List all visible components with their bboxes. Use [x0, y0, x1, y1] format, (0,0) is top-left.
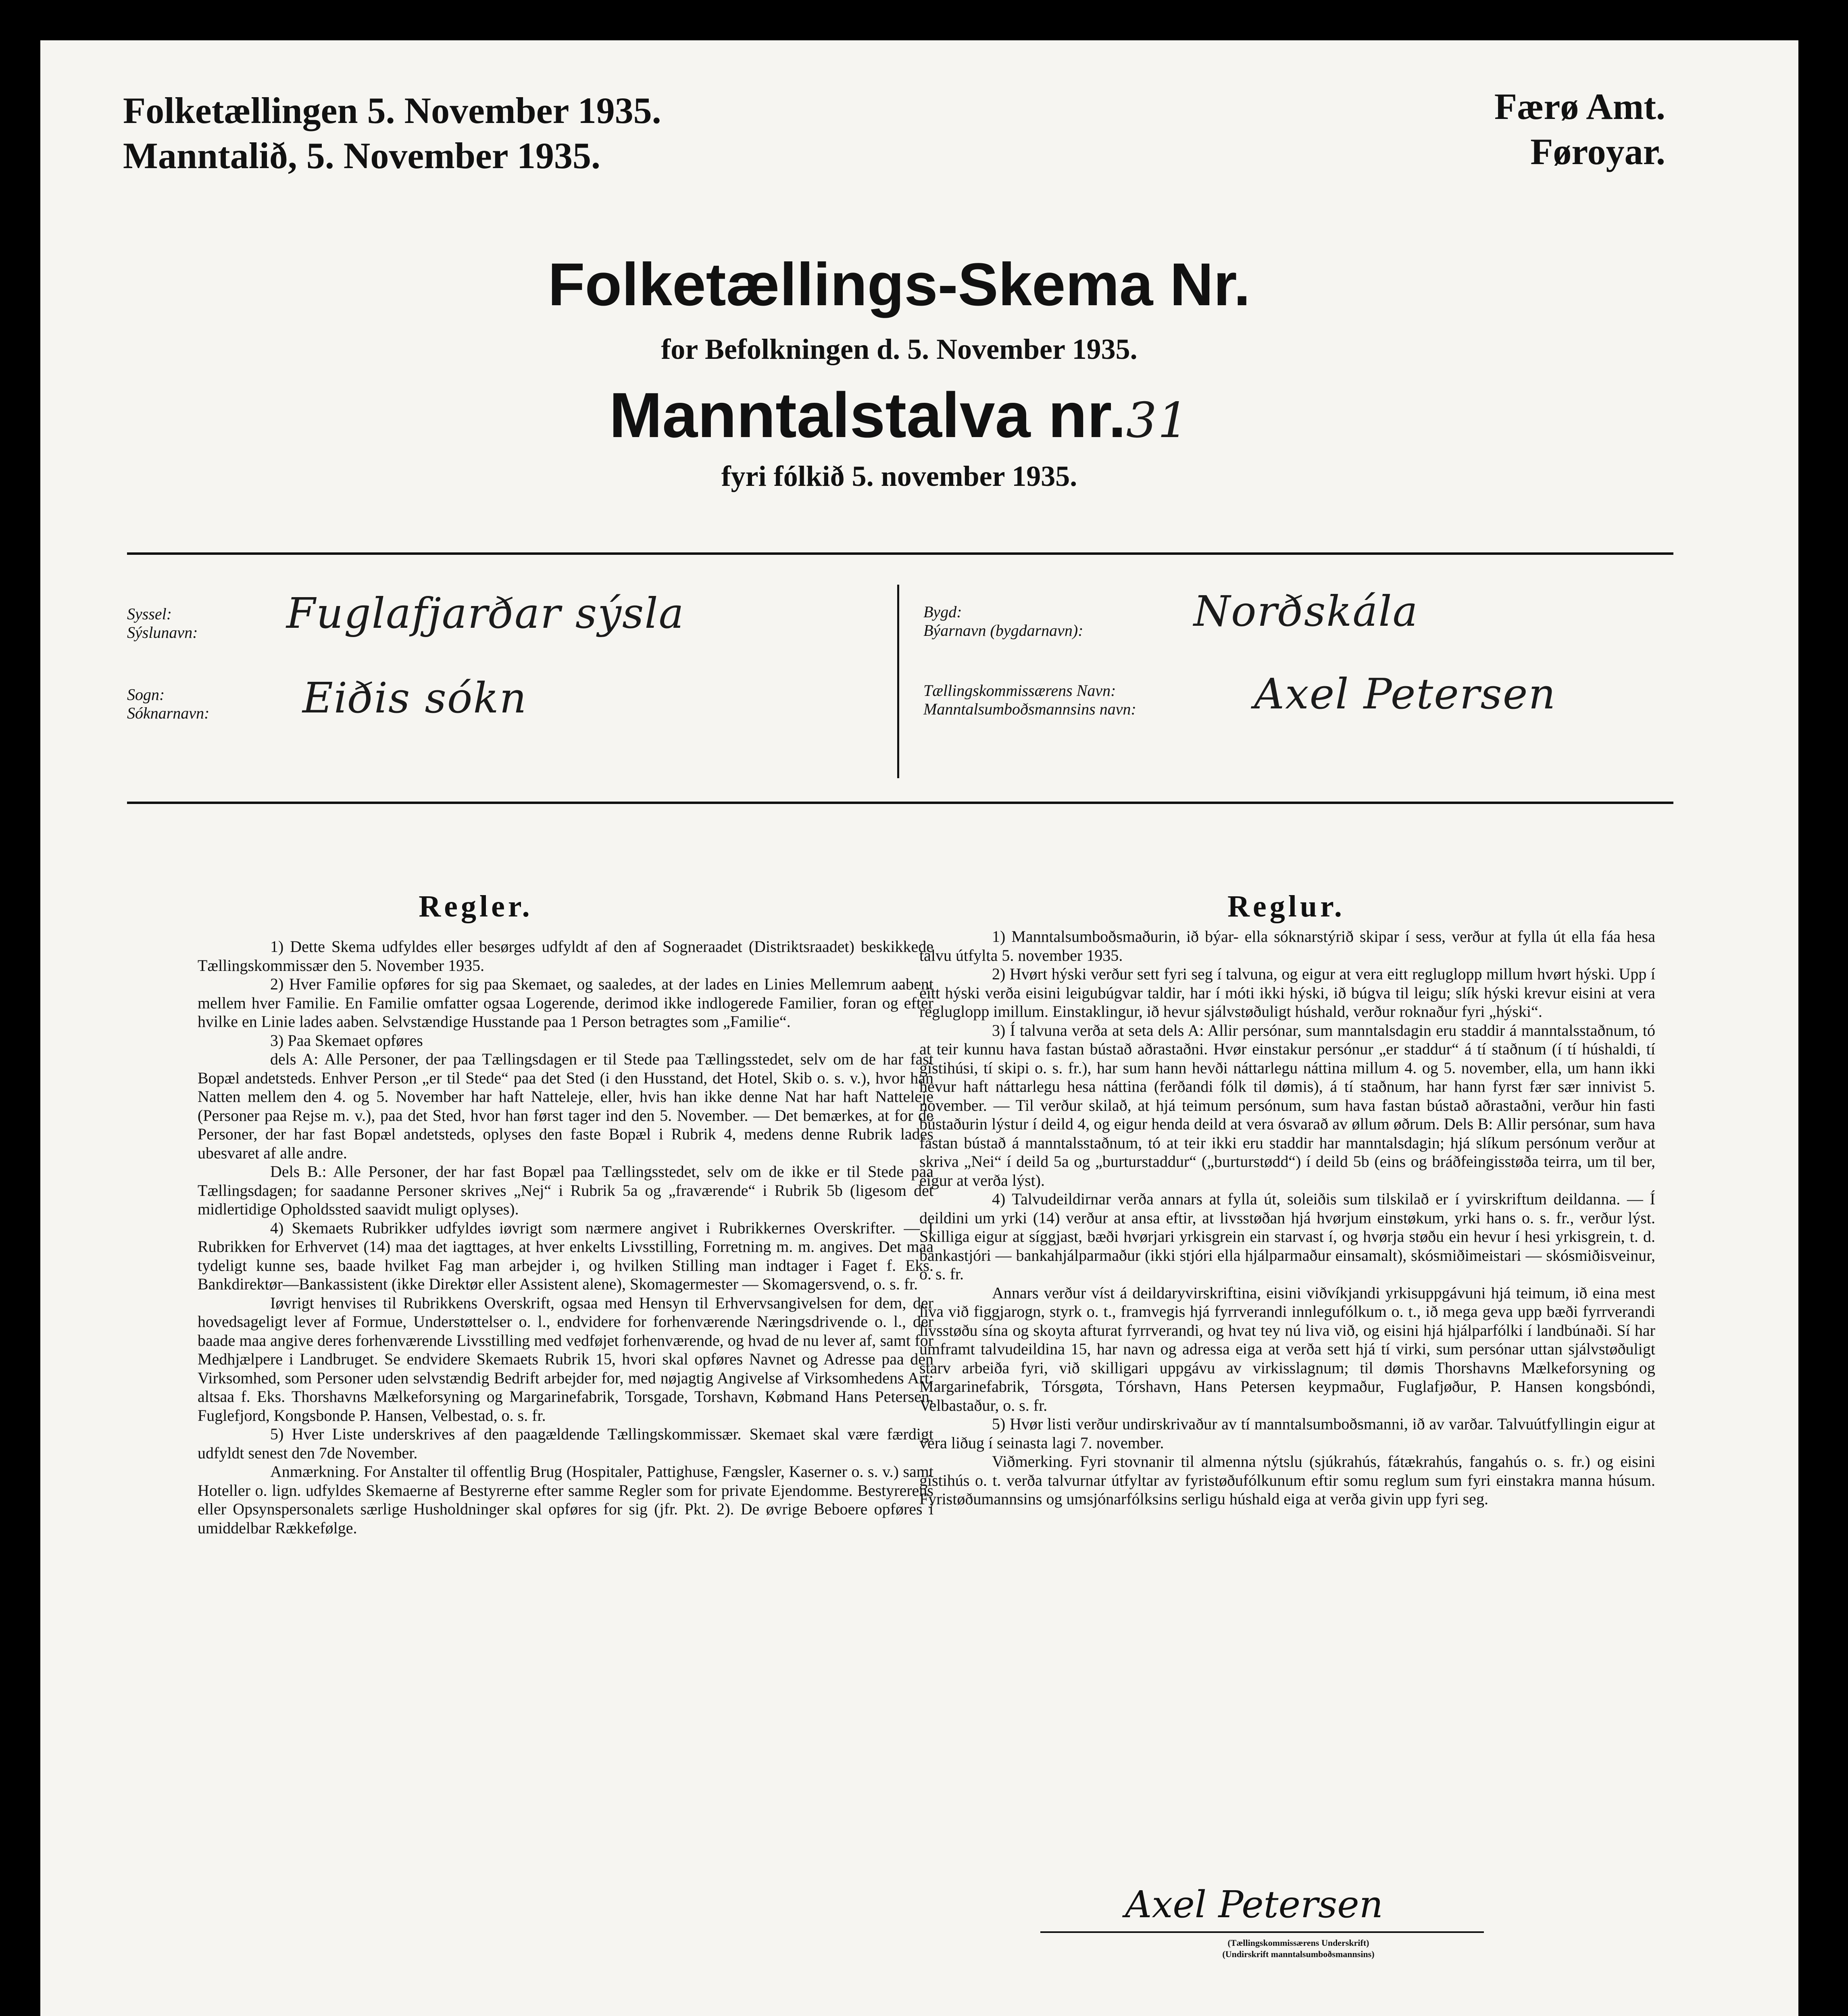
reglur-p4b: Annars verður víst á deildaryvirskriftina, eisini viðvíkjandi yrkisuppgávuni hjá teimum, ið eina mest liva við figgjarogn, styrk o. t., framvegis hjá fyrrverandi innlegufólkum o. t., ið mega geva upp bæði fyrrverandi lívsstøðu sína og skoyta afturat fyrrverandi, og hvat tey nú liva við, og eisini hjá hjálparfólki í landbúnaði. Sí har umframt talvudeildina 15, har navn og adressa eiga at verða sett hjá tí virki, sum persónar uttan sjálvstøðuligt starv arbeiða fyri, við skilligari uppgávu av virkisslagnum; til dømis Thorshavns Mælkeforsyning og Margarinefabrik, Tórsgøta, Tórshavn, Hans Petersen keypmaður, Fuglafjøður, P. Hansen kongsbóndi, Velbastaður, o. s. fr.: [919, 1283, 1655, 1414]
kommissaer-label: [923, 681, 1136, 719]
bygd-value: Norðskála: [1194, 587, 1419, 636]
regler-p5: 5) Hver Liste underskrives af den paagældende Tællingskommissær. Skemaet skal være færdigt udfyldt senest den 7de November.: [198, 1425, 933, 1462]
header-left-line2: Manntalið, 5. November 1935.: [123, 135, 601, 176]
form-number: 31: [1126, 393, 1190, 449]
signature-line: [1040, 1931, 1484, 1933]
regler-p3: 3) Paa Skemaet opføres: [270, 1031, 423, 1050]
regler-p2: 2) Hver Familie opføres for sig paa Skemaet, og saaledes, at der lades en Linies Mellemrum aabent mellem hver Familie. En Familie omfatter ogsaa Logerende, derimod ikke indlogerede Familier, foran og efter hvilke en Linie lades aaben. Selvstændige Husstande paa 1 Person betragtes som „Familie“.: [198, 975, 933, 1031]
bygd-label: [923, 603, 1083, 640]
signature-caption-fo: (Undirskrift manntalsumboðsmannsins): [1222, 1949, 1375, 1959]
sysla-value: Fuglafjarðar sýsla: [286, 589, 685, 638]
field-divider: [897, 585, 899, 778]
sogn-label: [127, 685, 209, 723]
header-left: [123, 88, 661, 178]
census-form-page: [40, 40, 1798, 2016]
reglur-vid: Viðmerking. Fyri stovnanir til almenna nýtslu (sjúkrahús, fátækrahús, fangahús o. s. fr.) og eisini gistihús o. t. verða talvurnar útfyltar av fyristøðufólkunum eftir somu reglum sum fyri einstakra manna húsum. Fyristøðumannsins og umsjónarfólksins serligu húshald eiga at verða givin upp fyri seg.: [919, 1452, 1655, 1508]
reglur-heading: Reglur.: [1227, 889, 1345, 923]
reglur-p2: 2) Hvørt hýski verður sett fyri seg í talvuna, og eigur at vera eitt regluglopp millum hvørt hýski. Upp í eitt hýski verða eisini leigubúgvar taldir, har í móti ikki hýski, ið búgva til leigu; slík hýski krevur eisini at vera regluglopp imillum. Einstaklingur, ið hevur sjálvstøðuligt húshald, verður roknaður fyri „hýski“.: [919, 965, 1655, 1020]
signature-caption: [1121, 1937, 1476, 1960]
regler-p3a: dels A: Alle Personer, der paa Tællingsdagen er til Stede paa Tællingsstedet, selv om de har fast Bopæl andetsteds. Enhver Person „er til Stede“ paa det Sted (i den Husstand, det Hotel, Skib o. s. v.), hvor han Natten mellem den 4. og 5. November har haft Natteleje, eller, hvis han ikke denne Nat har haft Natteleje (Personer paa Rejse m. v.), paa det Sted, hvor han først tager ind den 5. November. — Det bemærkes, at for de Personer, der har fast Bopæl andetsteds, oplyses den faste Bopæl i Rubrik 4, medens denne Rubrik lades ubesvaret af alle andre.: [198, 1050, 933, 1162]
regler-p3b: Dels B.: Alle Personer, der har fast Bopæl paa Tællingsstedet, selv om de ikke er til Stede paa Tællingsdagen; for saadanne Personer skrives „Nej“ i Rubrik 5a og „fraværende“ i Rubrik 5b (ligesom det midlertidige Opholdssted saavidt muligt oplyses).: [198, 1162, 933, 1218]
header-right-line1: Færø Amt.: [1494, 86, 1665, 127]
kommissaer-label-fo: Manntalsumboðsmannsins navn:: [923, 700, 1136, 718]
signature-caption-da: (Tællingskommissærens Underskrift): [1227, 1938, 1369, 1948]
title-danish: Folketællings-Skema Nr.: [548, 250, 1251, 318]
reglur-text: [919, 927, 1655, 1509]
kommissaer-value: Axel Petersen: [1254, 669, 1556, 719]
regler-anm: Anmærkning. For Anstalter til offentlig Brug (Hospitaler, Pattighuse, Fængsler, Kaserner o. s. v.) samt Hoteller o. lign. udfyldes Skemaerne af Bestyrerne efter samme Regler som for private Ejendomme. Bestyrerens eller Opsynspersonalets særlige Husholdninger skal opføres for sig (jfr. Pkt. 2). De øvrige Beboere opføres i umiddelbar Rækkefølge.: [198, 1462, 933, 1537]
bygd-label-da: Bygd:: [923, 603, 962, 621]
reglur-p3: 3) Í talvuna verða at seta dels A: Allir persónar, sum manntalsdagin eru staddir á manntalsstaðnum, tó at teir kunnu hava fastan bústað aðrastaðni. Hvør einstakur persónur „er staddur“ á tí staðnum (í tí húshaldi, tí gistihúsi, tí skipi o. s. fr.), har sum hann hevði náttarlegu náttina millum 4. og 5. november, ella, um hann ikki hevur haft náttarlegu hesa náttina (ferðandi fólk til dømis), á tí staðnum, har hann fyrst fær sær innivist 5. november. — Til verður skilað, at hjá teimum persónum, sum hava fastan bústað aðrastaðni, verður hin fasti bústaðurin lýstur í deild 4, og eigur henda deild at vera ósvarað av øllum øðrum. Dels B: Allir persónar, sum hava fastan bústað á manntalsstaðnum, tó at teir ikki eru staddir har manntalsdagin; hjá slíkum persónum verður at skriva „Nei“ í deild 5a og „burturstaddur“ („burturstødd“) í deild 5b (eins og bráðfeingisstøða teirra, um til ber, eigur at verða lýst).: [919, 1021, 1655, 1189]
sogn-label-fo: Sóknarnavn:: [127, 704, 210, 722]
reglur-p5: 5) Hvør listi verður undirskrivaður av tí manntalsumboðsmanni, ið av varðar. Talvuútfyllingin eigur at vera liðug í seinasta lagi 7. november.: [919, 1415, 1655, 1452]
bygd-label-fo: Býarnavn (bygdarnavn):: [923, 621, 1083, 639]
header-right: [1494, 84, 1665, 174]
sogn-label-da: Sogn:: [127, 685, 165, 704]
sogn-value: Eiðis sókn: [302, 673, 527, 723]
regler-heading: Regler.: [419, 889, 533, 923]
regler-p1: 1) Dette Skema udfyldes eller besørges udfyldt af den af Sogneraadet (Distriktsraadet) beskikkede Tællingskommissær den 5. November 1935.: [198, 937, 933, 975]
regler-p4b: Iøvrigt henvises til Rubrikkens Overskrift, ogsaa med Hensyn til Erhvervsangivelsen for dem, der hovedsageligt lever af Formue, Understøttelser o. l., endvidere for forhenværende Næringsdrivende o. l., der baade maa angive deres forhenværende Livsstilling med vedføjet forhenværende, og hvad de nu lever af, samt for Medhjælpere i Landbruget. Se endvidere Skemaets Rubrik 15, hvori skal opføres Navnet og Adresse paa den Virksomhed, som Personer uden selvstændig Bedrift arbejder for, med nøjagtig Angivelse af Virksomhedens Art; altsaa f. Eks. Thorshavns Mælkeforsyning og Margarinefabrik, Torsgade, Torshavn, Købmand Hans Petersen, Fuglefjord, Kongsbonde P. Hansen, Velbestad, o. s. fr.: [198, 1293, 933, 1425]
bottom-rule: [127, 802, 1673, 804]
regler-p4: 4) Skemaets Rubrikker udfyldes iøvrigt som nærmere angivet i Rubrikkernes Overskrifter. — I Rubrikken for Erhvervet (14) maa det iagttages, at hver enkelts Livsstilling, Forretning m. m. angives. Det maa tydeligt kunne ses, baade hvilket Fag man arbejder i, og hvilken Stilling man indtager i Faget f. Eks. Bankdirektør—Bankassistent (ikke Direktør eller Assistent alene), Skomagermester — Skomagersvend, o. s. fr.: [198, 1218, 933, 1293]
subtitle-danish: for Befolkningen d. 5. November 1935.: [661, 333, 1138, 365]
subtitle-faroese: fyri fólkið 5. november 1935.: [721, 460, 1077, 492]
title-faroese: [40, 379, 1758, 457]
header-right-line2: Føroyar.: [1530, 131, 1665, 172]
title-faroese-text: Manntalstalva nr.: [609, 380, 1126, 451]
regler-text: [198, 937, 933, 1537]
signature: Axel Petersen: [1125, 1883, 1383, 1926]
reglur-p1: 1) Manntalsumboðsmaðurin, ið býar- ella sóknarstýrið skipar í sess, verður at fylla út ella fáa hesa talvu útfylta 5. november 1935.: [919, 927, 1655, 964]
sysla-label-da: Syssel:: [127, 605, 172, 623]
reglur-p4: 4) Talvudeildirnar verða annars at fylla út, soleiðis sum tilskilað er í yvirskriftum deildanna. — Í deildini um yrki (14) verður at ansa eftir, at livsstøðan hjá hvørjum einstøkum, yrki hans o. s. fr., verður lýst. Skilliga eigur at síggjast, bæði hvørjari yrkisgrein ein starvast í, og hvørja støðu ein hevur í hesi yrkisgrein, t. d. bankastjóri — bankahjálparmaður (ikki stjóri ella hjálparmaður einsamalt), skósmiðimeistari — skósmiðisveinur, o. s. fr.: [919, 1190, 1655, 1283]
sysla-label-fo: Sýslunavn:: [127, 623, 198, 641]
header-left-line1: Folketællingen 5. November 1935.: [123, 90, 661, 131]
sysla-label: [127, 605, 198, 642]
kommissaer-label-da: Tællingskommissærens Navn:: [923, 681, 1116, 700]
top-rule: [127, 552, 1673, 555]
